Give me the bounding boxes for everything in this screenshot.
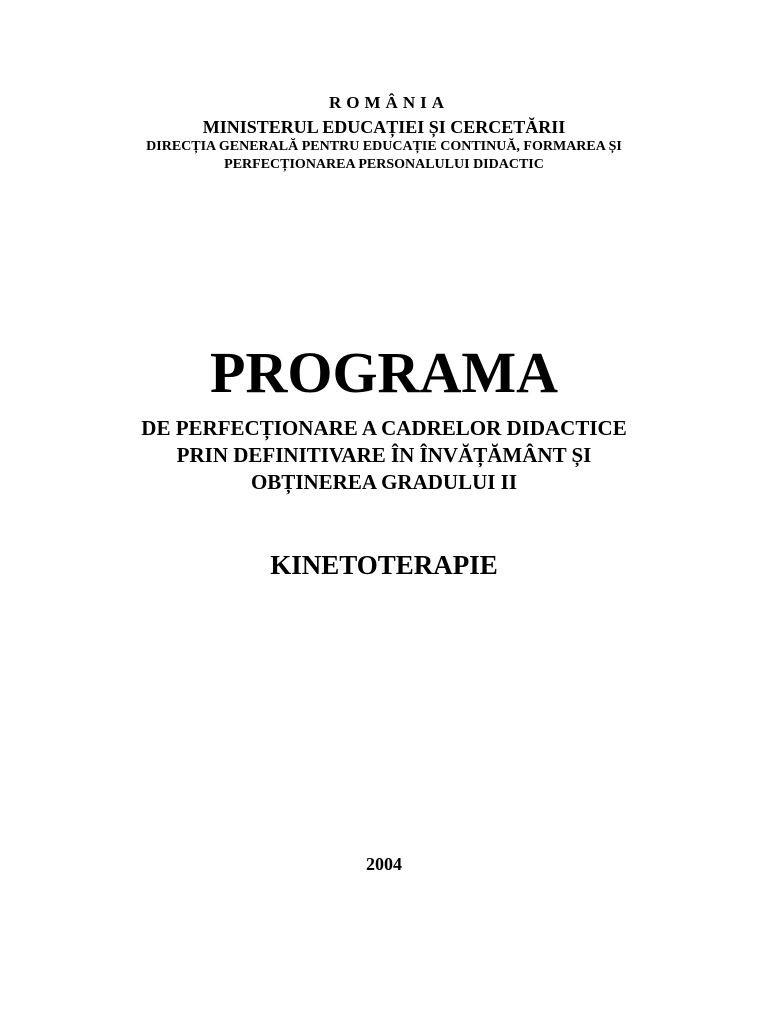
discipline-title: KINETOTERAPIE — [270, 550, 498, 580]
publication-year: 2004 — [366, 854, 402, 874]
ministry-heading: MINISTERUL EDUCAȚIEI ȘI CERCETĂRII — [202, 117, 566, 137]
country-heading: ROMÂNIA — [329, 93, 449, 112]
subtitle-line-2: PRIN DEFINITIVARE ÎN ÎNVĂȚĂMÂNT ȘI — [176, 443, 592, 467]
direction-line-2: PERFECȚIONAREA PERSONALULUI DIDACTIC — [224, 157, 544, 172]
direction-line-1: DIRECȚIA GENERALĂ PENTRU EDUCAȚIE CONTINUĂ, FORMAREA ȘI — [146, 139, 622, 154]
subtitle-line-3: OBȚINEREA GRADULUI II — [250, 470, 518, 494]
document-title: PROGRAMA — [210, 340, 558, 405]
subtitle-line-1: DE PERFECȚIONARE A CADRELOR DIDACTICE — [141, 416, 627, 440]
